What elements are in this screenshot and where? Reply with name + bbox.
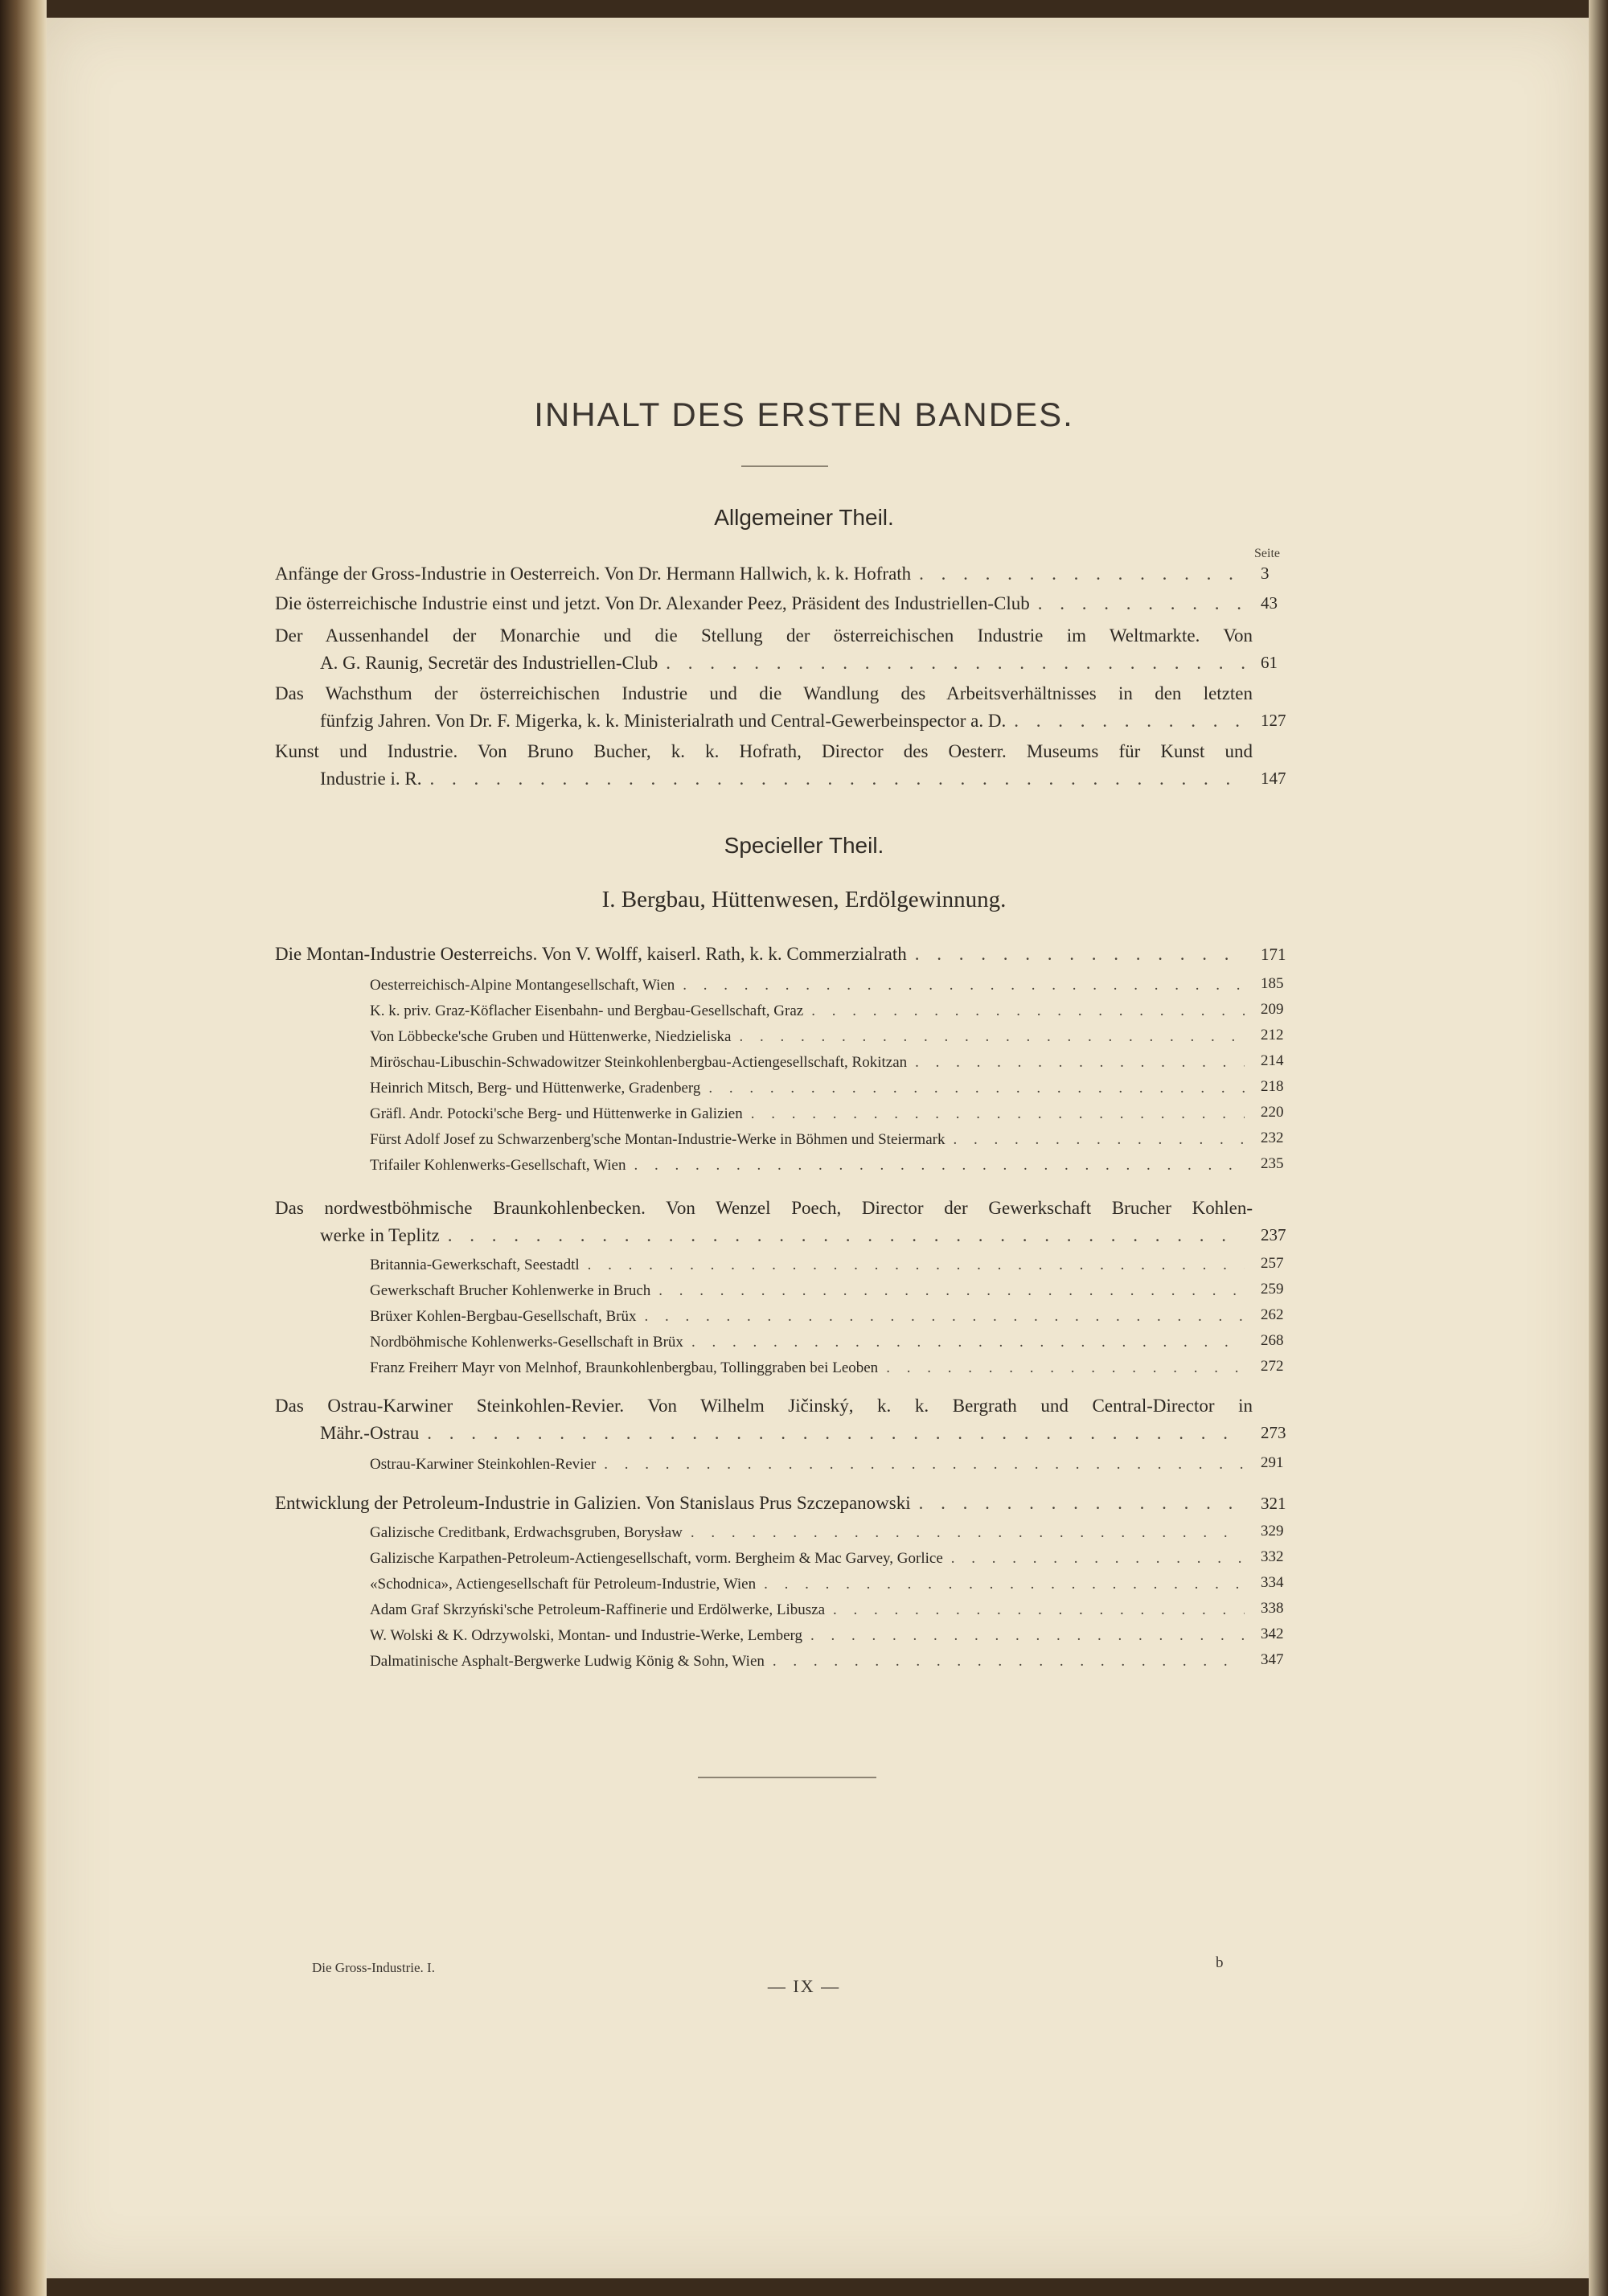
sub-entry-page-number: 214: [1261, 1052, 1284, 1069]
dot-leader: [953, 1127, 1245, 1153]
sub-entry-text: Ostrau-Karwiner Steinkohlen-Revier: [370, 1456, 597, 1473]
sub-entry-page-number: 257: [1261, 1255, 1284, 1272]
dot-leader: [739, 1024, 1245, 1050]
entry-text: Anfänge der Gross-Industrie in Oesterreich. Von Dr. Hermann Hallwich, k. k. Hofrath: [275, 564, 912, 584]
dot-leader: [448, 1222, 1245, 1249]
title-divider: [741, 465, 828, 467]
entry-page-number: 273: [1261, 1423, 1286, 1442]
sub-entry-text: Franz Freiherr Mayr von Melnhof, Braunkohlenbergbau, Tollinggraben bei Leoben: [370, 1359, 879, 1376]
sub-entry-list: [370, 1452, 1253, 1478]
sub-entry-page-number: 218: [1261, 1078, 1284, 1095]
sub-entry-text: Fürst Adolf Josef zu Schwarzenberg'sche Montan-Industrie-Werke in Böhmen und Steiermark: [370, 1131, 946, 1148]
entry-page-number: 321: [1261, 1494, 1286, 1513]
entry-text: Die österreichische Industrie einst und jetzt. Von Dr. Alexander Peez, Präsident des Industriellen-Club: [275, 593, 1030, 613]
sub-entry-page-number: 342: [1261, 1626, 1284, 1642]
sub-entry-page-number: 332: [1261, 1548, 1284, 1565]
entry-text: Das Wachsthum der österreichischen Industrie und die Wandlung des Arbeitsverhältnisses in den letzten: [275, 683, 1253, 703]
sub-entry-page-number: 268: [1261, 1332, 1284, 1349]
dot-leader: [773, 1649, 1245, 1675]
sub-entry-page-number: 347: [1261, 1651, 1284, 1668]
entry-text-continued: Industrie i. R.: [320, 769, 422, 789]
toc-entry: [275, 560, 1253, 588]
dot-leader: [604, 1452, 1245, 1478]
sub-entry-page-number: 334: [1261, 1574, 1284, 1591]
dot-leader: [919, 1490, 1245, 1517]
sub-entry-page-number: 235: [1261, 1155, 1284, 1172]
page-title: INHALT DES ERSTEN BANDES.: [534, 396, 1074, 433]
sub-entry-page-number: 209: [1261, 1001, 1284, 1018]
entry-text-continued: A. G. Raunig, Secretär des Industriellen-Club: [320, 653, 658, 673]
entry-page-number: 147: [1261, 769, 1286, 788]
sub-entry-text: Britannia-Gewerkschaft, Seestadtl: [370, 1257, 580, 1273]
dot-leader: [951, 1546, 1245, 1572]
sub-entry-text: K. k. priv. Graz-Köflacher Eisenbahn- und Bergbau-Gesellschaft, Graz: [370, 1002, 804, 1019]
sub-entry-list: [370, 1520, 1253, 1675]
sub-entry-list: [370, 1253, 1253, 1381]
footer-signature-title: Die Gross-Industrie. I.: [312, 1960, 435, 1975]
sub-entry-page-number: 212: [1261, 1027, 1284, 1043]
entry-text: Entwicklung der Petroleum-Industrie in Galizien. Von Stanislaus Prus Szczepanowski: [275, 1493, 911, 1513]
sub-entry-text: Gräfl. Andr. Potocki'sche Berg- und Hüttenwerke in Galizien: [370, 1105, 743, 1122]
dot-leader: [691, 1520, 1245, 1546]
entry-text: Die Montan-Industrie Oesterreichs. Von V. Wolff, kaiserl. Rath, k. k. Commerzialrath: [275, 944, 907, 964]
dot-leader: [708, 1076, 1245, 1101]
entry-text: Kunst und Industrie. Von Bruno Bucher, k. k. Hofrath, Director des Oesterr. Museums für Kunst und: [275, 741, 1253, 761]
entry-text-continued: fünfzig Jahren. Von Dr. F. Migerka, k. k. Ministerialrath und Central-Gewerbeinspector a. D.: [320, 711, 1007, 731]
special-section-heading: Specieller Theil.: [724, 833, 884, 858]
sub-entry-page-number: 262: [1261, 1306, 1284, 1323]
dot-leader: [588, 1253, 1245, 1278]
end-divider: [698, 1777, 876, 1778]
entry-page-number: 127: [1261, 711, 1286, 730]
dot-leader: [915, 1050, 1245, 1076]
dot-leader: [833, 1597, 1245, 1623]
dot-leader: [919, 560, 1245, 588]
sub-entry-text: Von Löbbecke'sche Gruben und Hüttenwerke, Niedzieliska: [370, 1028, 732, 1045]
sub-entry-text: Brüxer Kohlen-Bergbau-Gesellschaft, Brüx: [370, 1308, 637, 1325]
dot-leader: [811, 998, 1245, 1024]
entry-page-number: 43: [1261, 593, 1278, 613]
sub-entry-page-number: 272: [1261, 1358, 1284, 1375]
dot-leader: [427, 1420, 1245, 1447]
dot-leader: [658, 1278, 1245, 1304]
sub-entry-text: Oesterreichisch-Alpine Montangesellschaft, Wien: [370, 977, 675, 994]
dot-leader: [764, 1572, 1245, 1597]
entry-page-number: 61: [1261, 653, 1278, 672]
entry-text: Das Ostrau-Karwiner Steinkohlen-Revier. Von Wilhelm Jičinský, k. k. Bergrath und Central-Director in: [275, 1396, 1253, 1416]
entry-page-number: 171: [1261, 945, 1286, 964]
sub-entry-page-number: 232: [1261, 1130, 1284, 1146]
sub-entry-list: [370, 973, 1253, 1179]
entry-page-number: 237: [1261, 1225, 1286, 1244]
dot-leader: [810, 1623, 1245, 1649]
sub-entry-text: Miröschau-Libuschin-Schwadowitzer Steinkohlenbergbau-Actiengesellschaft, Rokitzan: [370, 1054, 908, 1071]
page-number: — IX —: [767, 1976, 841, 1996]
page-edge: [1589, 0, 1608, 2296]
dot-leader: [691, 1330, 1245, 1355]
entry-text-continued: werke in Teplitz: [320, 1225, 440, 1245]
book-gutter: [0, 0, 47, 2296]
general-section-heading: Allgemeiner Theil.: [714, 505, 894, 530]
dot-leader: [683, 973, 1245, 998]
sub-entry-page-number: 291: [1261, 1454, 1284, 1471]
dot-leader: [751, 1101, 1245, 1127]
sub-entry-page-number: 259: [1261, 1281, 1284, 1298]
dot-leader: [915, 941, 1245, 968]
sub-entry-text: Galizische Creditbank, Erdwachsgruben, Borysław: [370, 1524, 683, 1541]
entry-page-number: 3: [1261, 564, 1270, 583]
toc-entry: [275, 941, 1253, 968]
sub-entry-text: Heinrich Mitsch, Berg- und Hüttenwerke, Gradenberg: [370, 1080, 701, 1097]
dot-leader: [1014, 707, 1245, 735]
sub-entry-text: Nordböhmische Kohlenwerks-Gesellschaft in Brüx: [370, 1334, 683, 1351]
footer-signature-mark: b: [1216, 1954, 1224, 1971]
sub-entry-page-number: 185: [1261, 975, 1284, 992]
sub-entry-text: Galizische Karpathen-Petroleum-Actiengesellschaft, vorm. Bergheim & Mac Garvey, Gorlice: [370, 1550, 943, 1567]
toc-entry: [275, 680, 1253, 735]
sub-entry-text: Trifailer Kohlenwerks-Gesellschaft, Wien: [370, 1157, 626, 1174]
sub-entry-page-number: 338: [1261, 1600, 1284, 1617]
toc-entry: [275, 622, 1253, 677]
sub-entry-text: W. Wolski & K. Odrzywolski, Montan- und Industrie-Werke, Lemberg: [370, 1627, 803, 1644]
entry-text: Der Aussenhandel der Monarchie und die Stellung der österreichischen Industrie im Weltmarkte. Von: [275, 625, 1253, 646]
dot-leader: [645, 1304, 1245, 1330]
dot-leader: [666, 650, 1245, 677]
entry-text: Das nordwestböhmische Braunkohlenbecken. Von Wenzel Poech, Director der Gewerkschaft Brucher Kohlen-: [275, 1198, 1253, 1218]
dot-leader: [886, 1355, 1245, 1381]
toc-entry: [275, 1490, 1253, 1517]
entry-text-continued: Mähr.-Ostrau: [320, 1423, 420, 1443]
sub-entry-text: Dalmatinische Asphalt-Bergwerke Ludwig König & Sohn, Wien: [370, 1653, 765, 1670]
toc-entry: [275, 1195, 1253, 1249]
page-column-label: Seite: [1254, 547, 1280, 560]
dot-leader: [430, 765, 1245, 793]
sub-entry-page-number: 329: [1261, 1523, 1284, 1540]
sub-entry-page-number: 220: [1261, 1104, 1284, 1121]
special-subheading: I. Bergbau, Hüttenwesen, Erdölgewinnung.: [601, 887, 1007, 912]
sub-entry-text: «Schodnica», Actiengesellschaft für Petroleum-Industrie, Wien: [370, 1576, 757, 1593]
sub-entry-text: Adam Graf Skrzyński'sche Petroleum-Raffinerie und Erdölwerke, Libusza: [370, 1601, 826, 1618]
toc-entry: [275, 1392, 1253, 1447]
toc-entry: [275, 590, 1253, 617]
toc-entry: [275, 738, 1253, 793]
dot-leader: [1038, 590, 1245, 617]
sub-entry-text: Gewerkschaft Brucher Kohlenwerke in Bruch: [370, 1282, 651, 1299]
dot-leader: [634, 1153, 1245, 1179]
